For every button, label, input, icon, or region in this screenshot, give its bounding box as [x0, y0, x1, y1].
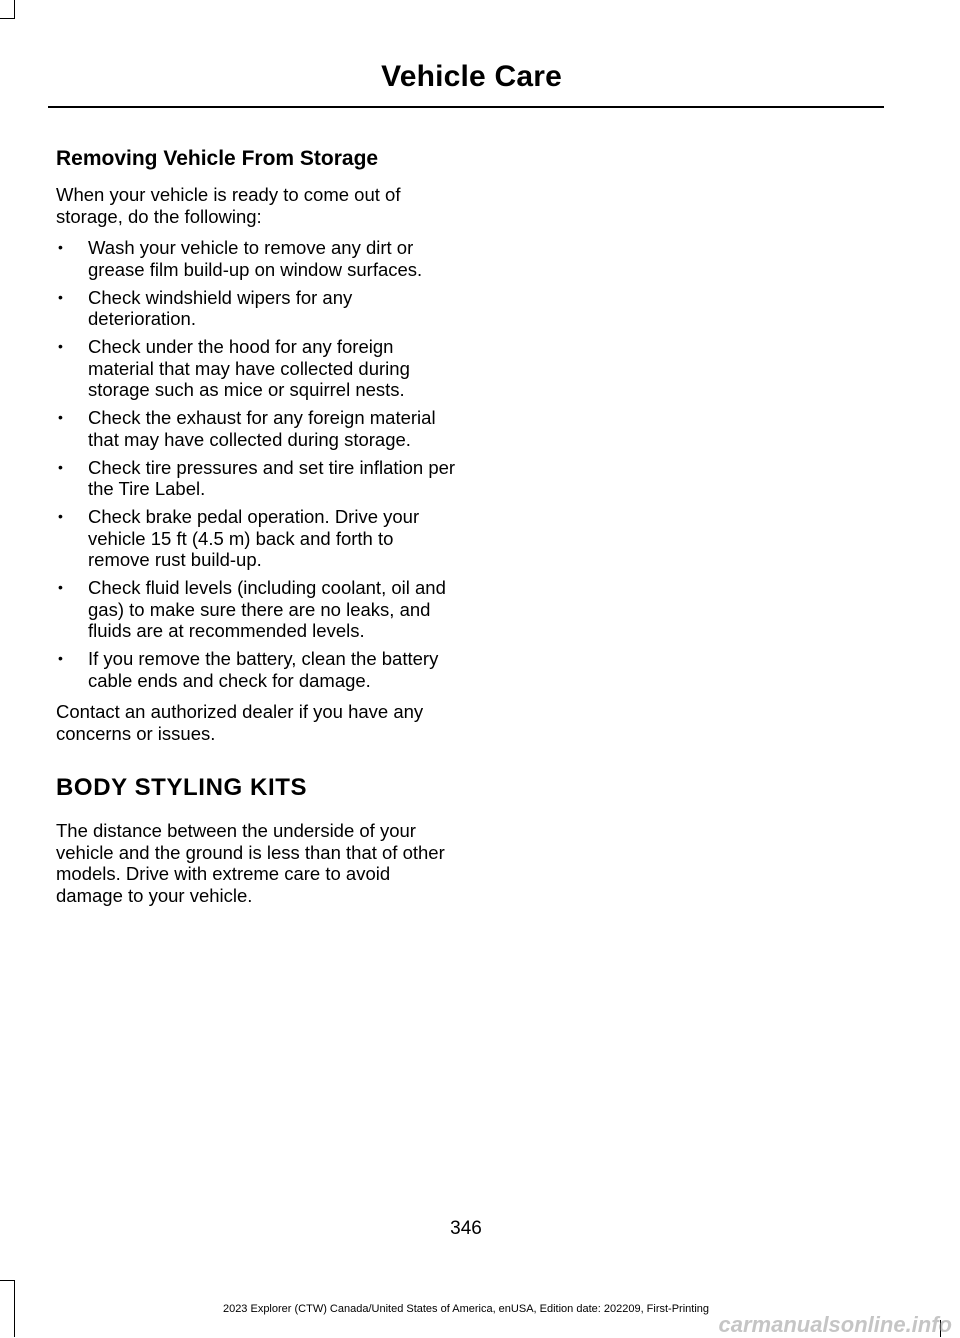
- body-styling-heading: BODY STYLING KITS: [56, 774, 308, 801]
- page-number: 346: [450, 1218, 482, 1239]
- crop-mark: [14, 0, 15, 18]
- crop-mark: [0, 18, 15, 19]
- watermark: carmanualsonline.info: [718, 1312, 952, 1337]
- list-item: • Wash your vehicle to remove any dirt or grease film build-up on window surfaces.: [56, 237, 456, 280]
- closing-paragraph: Contact an authorized dealer if you have any concerns or issues.: [56, 701, 424, 744]
- edition-footer: 2023 Explorer (CTW) Canada/United States of America, enUSA, Edition date: 202209, First-Printing: [222, 1303, 710, 1315]
- list-item: • Check under the hood for any foreign material that may have collected during storage such as mice or squirrel nests.: [56, 336, 456, 401]
- body-styling-paragraph: The distance between the underside of your vehicle and the ground is less than that of other models. Drive with extreme care to avoid damage to your vehicle.: [56, 820, 445, 906]
- list-item: • Check the exhaust for any foreign material that may have collected during storage.: [56, 407, 456, 450]
- list-item: • Check fluid levels (including coolant, oil and gas) to make sure there are no leaks, and fluids are at recommended levels.: [56, 577, 456, 642]
- section-heading: Removing Vehicle From Storage: [56, 147, 379, 170]
- list-item: • Check brake pedal operation. Drive your vehicle 15 ft (4.5 m) back and forth to remove rust build-up.: [56, 506, 456, 571]
- intro-paragraph: When your vehicle is ready to come out of storage, do the following:: [56, 184, 401, 227]
- main-content: [56, 146, 456, 916]
- header-rule: [48, 106, 884, 108]
- list-item: • Check tire pressures and set tire inflation per the Tire Label.: [56, 457, 456, 500]
- storage-checklist: [56, 237, 456, 691]
- list-item: • If you remove the battery, clean the battery cable ends and check for damage.: [56, 648, 456, 691]
- list-item: • Check windshield wipers for any deterioration.: [56, 287, 456, 330]
- page-header-title: Vehicle Care: [381, 60, 562, 93]
- crop-mark: [0, 1280, 15, 1281]
